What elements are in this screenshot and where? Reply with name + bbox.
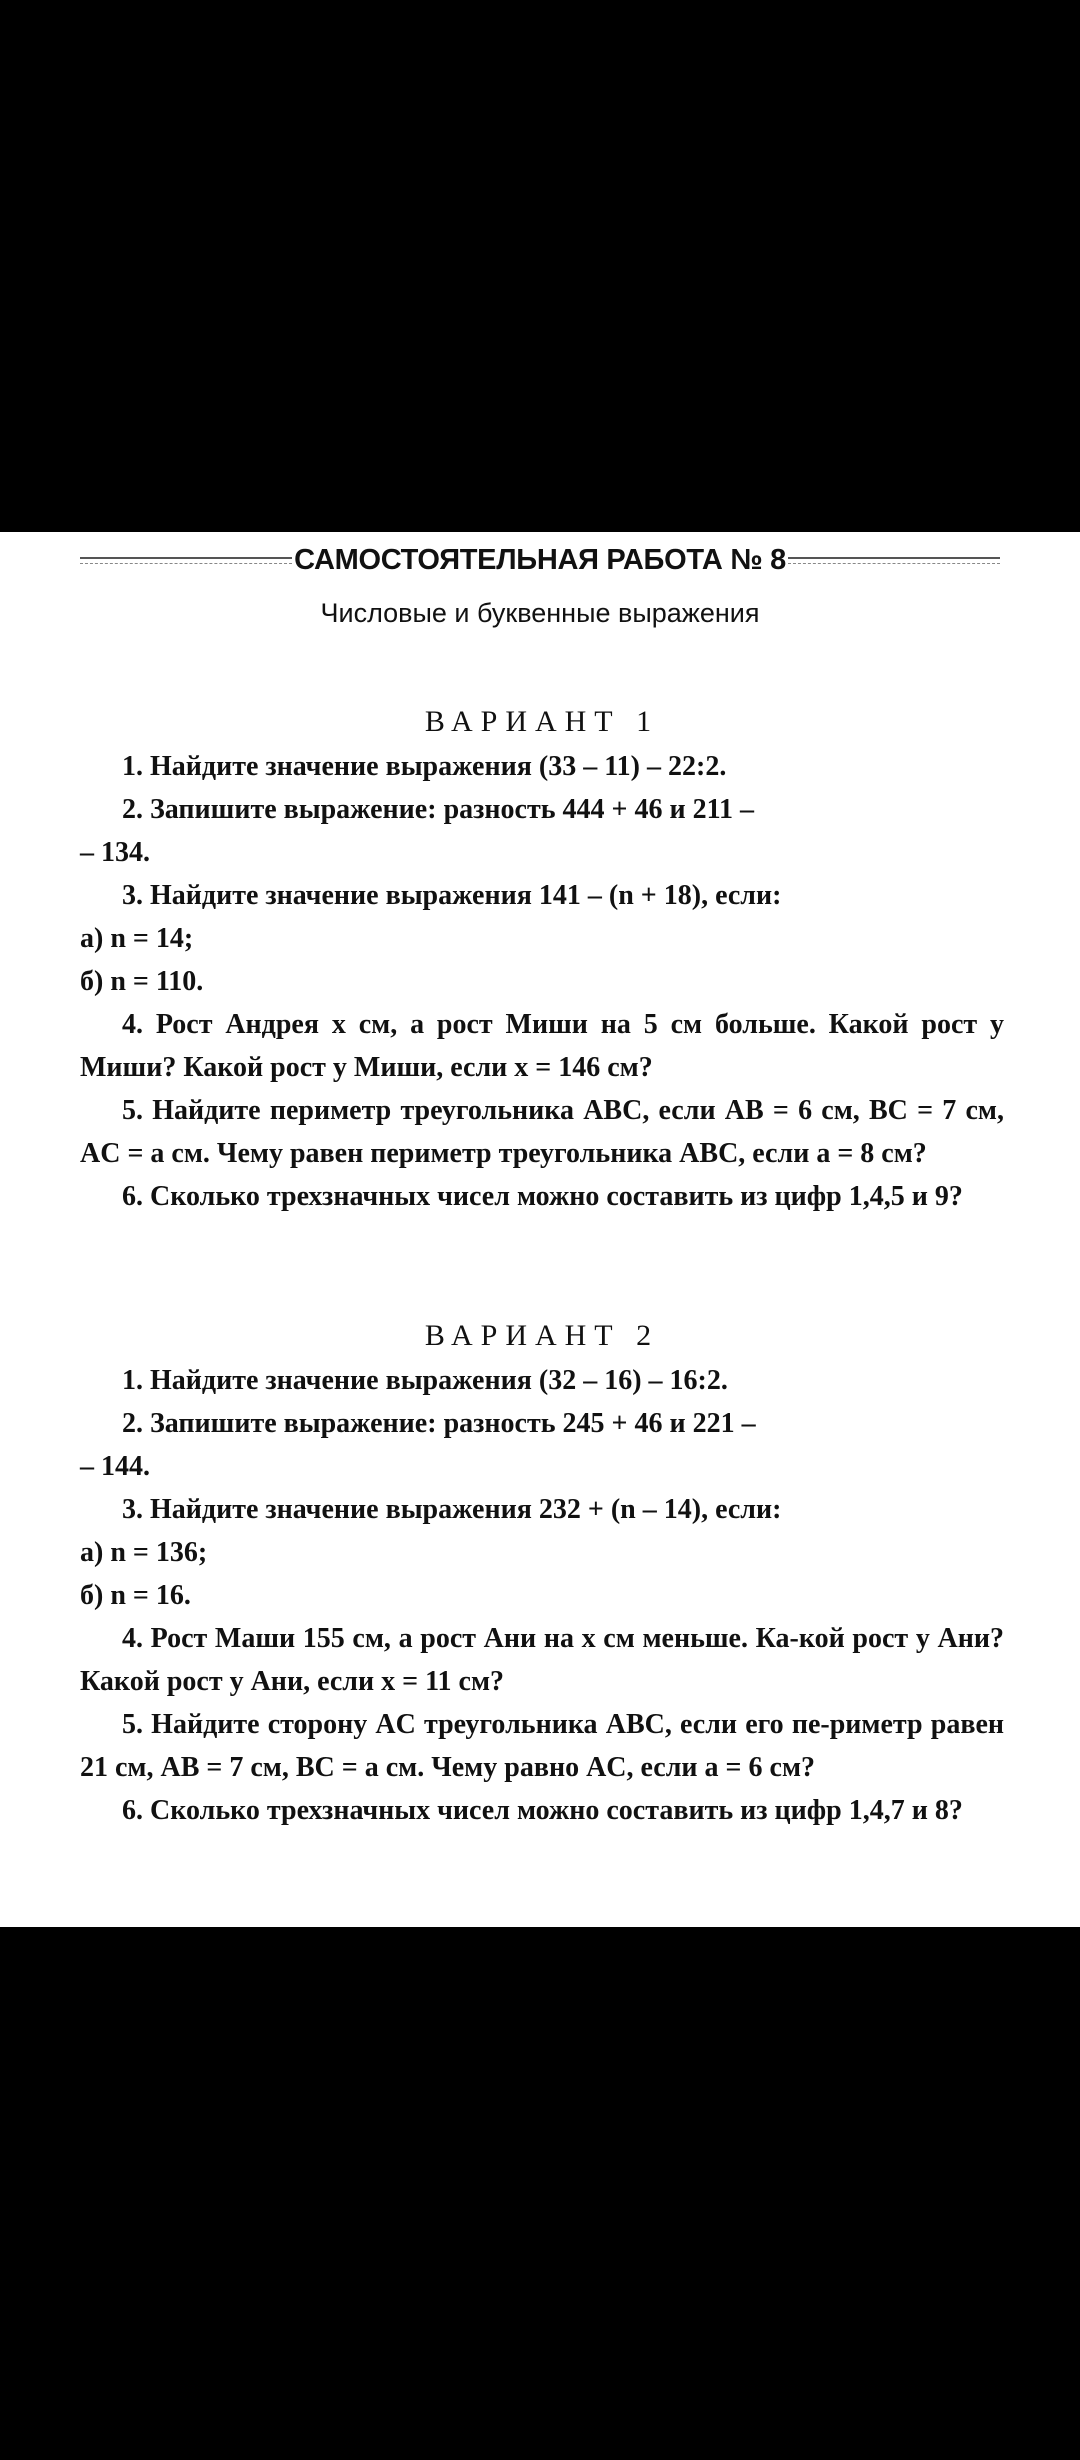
task-1: 1. Найдите значение выражения (33 – 11) – 22:2. — [122, 751, 727, 782]
task-3: 3. Найдите значение выражения 232 + (n – 14), если: — [122, 1494, 782, 1525]
task-3-option-a: а) n = 136; — [80, 1537, 208, 1568]
task-3-option-b: б) n = 110. — [80, 966, 204, 997]
worksheet-page — [0, 532, 1080, 1927]
worksheet-subtitle: Числовые и буквенные выражения — [320, 598, 760, 628]
header-rule-right — [788, 557, 1000, 564]
task-3: 3. Найдите значение выражения 141 – (n + 18), если: — [122, 880, 782, 911]
task-2: 2. Запишите выражение: разность 245 + 46 и 221 – — [122, 1408, 756, 1439]
task-4: 4. Рост Маши 155 см, а рост Ани на x см меньше. Ка-кой рост у Ани? Какой рост у Ани, если x = 11 см? — [80, 1623, 1004, 1697]
variant-1 — [80, 700, 1004, 1218]
worksheet-header — [80, 540, 1000, 580]
task-5: 5. Найдите периметр треугольника ABC, если AB = 6 см, BC = 7 см, AC = a см. Чему равен периметр треугольника ABC, если a = 8 см? — [80, 1095, 1004, 1169]
header-rule-left — [80, 557, 292, 564]
task-4: 4. Рост Андрея x см, а рост Миши на 5 см больше. Какой рост у Миши? Какой рост у Миши, если x = 146 см? — [80, 1009, 1004, 1083]
task-5: 5. Найдите сторону AC треугольника ABC, если его пе-риметр равен 21 см, AB = 7 см, BC = a см. Чему равно AC, если a = 6 см? — [80, 1709, 1004, 1783]
task-6: 6. Сколько трехзначных чисел можно составить из цифр 1,4,7 и 8? — [122, 1795, 963, 1826]
task-3-option-a: а) n = 14; — [80, 923, 194, 954]
task-2: 2. Запишите выражение: разность 444 + 46 и 211 – — [122, 794, 755, 825]
task-2-continuation: – 144. — [80, 1451, 150, 1482]
task-2-continuation: – 134. — [80, 837, 150, 868]
variant-heading: ВАРИАНТ 2 — [424, 1319, 660, 1352]
variant-2 — [80, 1314, 1004, 1832]
task-3-option-b: б) n = 16. — [80, 1580, 191, 1611]
task-1: 1. Найдите значение выражения (32 – 16) – 16:2. — [122, 1365, 728, 1396]
variant-heading: ВАРИАНТ 1 — [424, 705, 660, 738]
worksheet-title: САМОСТОЯТЕЛЬНАЯ РАБОТА № 8 — [294, 543, 786, 576]
task-6: 6. Сколько трехзначных чисел можно составить из цифр 1,4,5 и 9? — [122, 1181, 963, 1212]
